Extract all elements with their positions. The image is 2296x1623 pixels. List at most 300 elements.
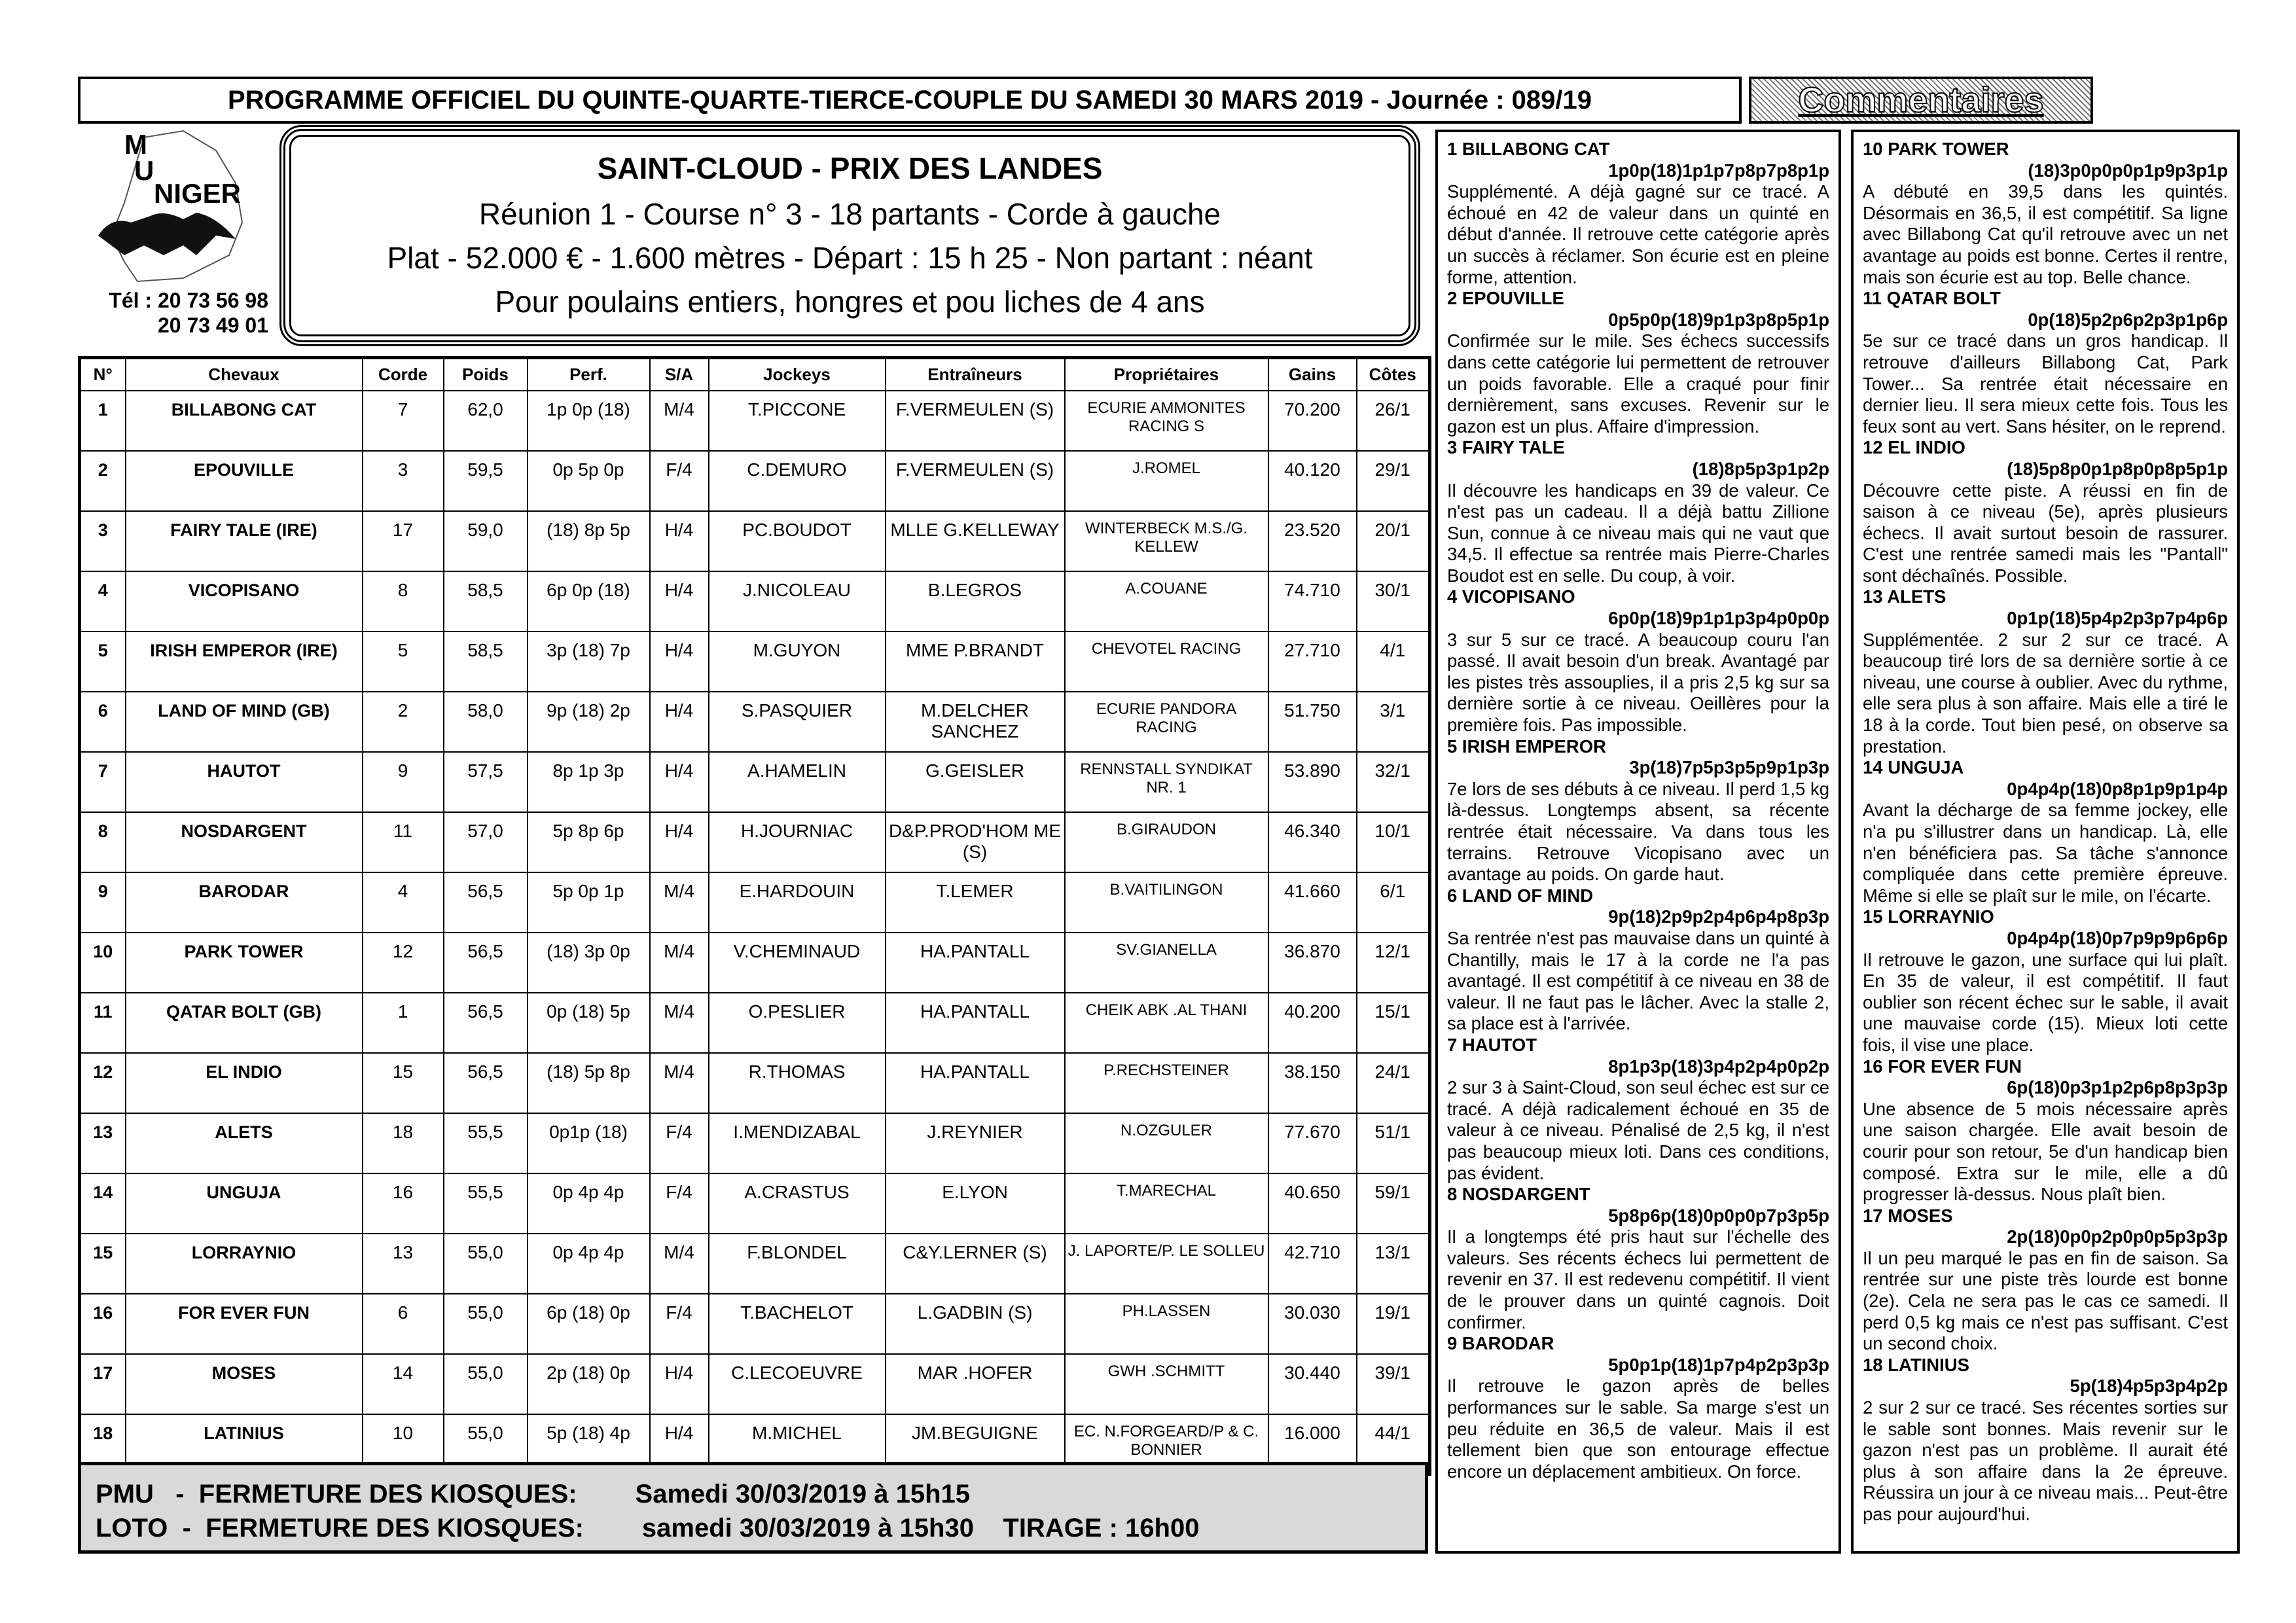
- column-header: Corde: [363, 358, 444, 391]
- cell-earnings: 70.200: [1268, 391, 1357, 451]
- cell-weight: 55,0: [444, 1234, 528, 1294]
- cell-draw: 7: [363, 391, 444, 451]
- cell-odds: 51/1: [1357, 1113, 1430, 1173]
- cell-odds: 59/1: [1357, 1173, 1430, 1234]
- comment-text: 5e sur ce tracé dans un gros handicap. Il retrouve d'ailleurs Billabong Cat, Park Tower... Sa rentrée était nécessaire en dernier lieu. Il sera mieux cette fois. Tous les feux sont au vert. Sans hésiter, on le reprend.: [1863, 330, 2228, 437]
- cell-jockey: A.HAMELIN: [709, 752, 886, 812]
- table-row: [80, 632, 1430, 692]
- cell-trainer: M.DELCHER SANCHEZ: [886, 692, 1065, 752]
- cell-horse: HAUTOT: [126, 752, 363, 812]
- cell-owner: CHEVOTEL RACING: [1065, 632, 1268, 692]
- cell-number: 7: [80, 752, 126, 812]
- comment-entry: [1447, 437, 1829, 586]
- cell-owner: B.VAITILINGON: [1065, 872, 1268, 933]
- cell-form: 5p (18) 4p: [528, 1414, 650, 1474]
- cell-odds: 12/1: [1357, 933, 1430, 993]
- cell-earnings: 30.030: [1268, 1294, 1357, 1354]
- cell-form: (18) 3p 0p: [528, 933, 650, 993]
- table-header: [80, 358, 1430, 391]
- cell-trainer: E.LYON: [886, 1173, 1065, 1234]
- comment-horse: 8 NOSDARGENT: [1447, 1184, 1590, 1205]
- cell-form: 0p (18) 5p: [528, 993, 650, 1053]
- comment-text: 3 sur 5 sur ce tracé. A beaucoup couru l'an passé. Il avait besoin d'un break. Avantagé par les pistes très assouplies, il a pris 2,5 kg sur sa dernière sortie à ce niveau. Oeillères pour la première fois. Pas impossible.: [1447, 629, 1829, 736]
- cell-draw: 10: [363, 1414, 444, 1474]
- cell-draw: 17: [363, 511, 444, 571]
- comment-form: (18)5p8p0p1p8p0p8p5p1p: [2007, 458, 2228, 479]
- cell-odds: 6/1: [1357, 872, 1430, 933]
- cell-owner: N.OZGULER: [1065, 1113, 1268, 1173]
- cell-jockey: E.HARDOUIN: [709, 872, 886, 933]
- cell-earnings: 30.440: [1268, 1354, 1357, 1414]
- comment-entry: [1447, 139, 1829, 288]
- cell-number: 11: [80, 993, 126, 1053]
- comment-horse: 2 EPOUVILLE: [1447, 288, 1564, 309]
- cell-jockey: J.NICOLEAU: [709, 571, 886, 632]
- comments-title: Commentaires: [1798, 80, 2044, 120]
- cell-owner: ECURIE AMMONITES RACING S: [1065, 391, 1268, 451]
- comment-text: Découvre cette piste. A réussi en fin de saison à ce niveau (5e), après plusieurs échecs. Il avait surtout besoin de rassurer. C'est une rentrée samedi mais les "Pantall" sont déchaînés. Possible.: [1863, 480, 2228, 586]
- race-meeting: Réunion 1 - Course n° 3 - 18 partants - Corde à gauche: [478, 197, 1221, 231]
- cell-weight: 56,5: [444, 993, 528, 1053]
- cell-jockey: M.MICHEL: [709, 1414, 886, 1474]
- column-header: Côtes: [1357, 358, 1430, 391]
- cell-horse: LORRAYNIO: [126, 1234, 363, 1294]
- column-header: N°: [80, 358, 126, 391]
- cell-number: 8: [80, 812, 126, 872]
- cell-sex-age: M/4: [650, 391, 709, 451]
- cell-number: 4: [80, 571, 126, 632]
- cell-owner: J. LAPORTE/P. LE SOLLEU: [1065, 1234, 1268, 1294]
- cell-weight: 59,5: [444, 451, 528, 511]
- comment-text: Supplémenté. A déjà gagné sur ce tracé. A échoué en 42 de valeur dans un quinté en début d'année. Il retrouve cette catégorie après un succès à réclamer. Son écurie est en pleine forme, attention.: [1447, 181, 1829, 287]
- cell-draw: 14: [363, 1354, 444, 1414]
- cell-number: 14: [80, 1173, 126, 1234]
- cell-weight: 56,5: [444, 1053, 528, 1113]
- cell-weight: 58,5: [444, 632, 528, 692]
- cell-jockey: V.CHEMINAUD: [709, 933, 886, 993]
- cell-odds: 26/1: [1357, 391, 1430, 451]
- pmu-niger-logo: [85, 124, 275, 288]
- cell-number: 12: [80, 1053, 126, 1113]
- cell-draw: 9: [363, 752, 444, 812]
- comment-entry: [1863, 288, 2228, 437]
- cell-sex-age: M/4: [650, 1053, 709, 1113]
- cell-draw: 16: [363, 1173, 444, 1234]
- cell-jockey: A.CRASTUS: [709, 1173, 886, 1234]
- comment-horse: 10 PARK TOWER: [1863, 139, 2009, 159]
- cell-sex-age: M/4: [650, 1234, 709, 1294]
- cell-form: 5p 0p 1p: [528, 872, 650, 933]
- comment-form: 5p0p1p(18)1p7p4p2p3p3p: [1608, 1354, 1829, 1375]
- table-row: [80, 752, 1430, 812]
- comment-form: 0p5p0p(18)9p1p3p8p5p1p: [1608, 309, 1829, 330]
- comment-form: 1p0p(18)1p1p7p8p7p8p1p: [1608, 160, 1829, 181]
- column-header: Perf.: [528, 358, 650, 391]
- cell-horse: BARODAR: [126, 872, 363, 933]
- comment-form: (18)3p0p0p0p1p9p3p1p: [2028, 160, 2228, 181]
- table-row: [80, 1354, 1430, 1414]
- column-header: Poids: [444, 358, 528, 391]
- comment-entry: [1863, 906, 2228, 1056]
- cell-sex-age: M/4: [650, 933, 709, 993]
- comment-form: 6p0p(18)9p1p1p3p4p0p0p: [1608, 608, 1829, 629]
- column-header: Chevaux: [126, 358, 363, 391]
- cell-trainer: MLLE G.KELLEWAY: [886, 511, 1065, 571]
- cell-trainer: L.GADBIN (S): [886, 1294, 1065, 1354]
- cell-earnings: 77.670: [1268, 1113, 1357, 1173]
- cell-earnings: 16.000: [1268, 1414, 1357, 1474]
- cell-earnings: 51.750: [1268, 692, 1357, 752]
- comments-column-1: [1435, 130, 1841, 1554]
- cell-number: 17: [80, 1354, 126, 1414]
- comment-horse: 13 ALETS: [1863, 586, 1946, 607]
- cell-sex-age: M/4: [650, 872, 709, 933]
- cell-odds: 19/1: [1357, 1294, 1430, 1354]
- cell-weight: 56,5: [444, 872, 528, 933]
- cell-horse: LATINIUS: [126, 1414, 363, 1474]
- cell-horse: ALETS: [126, 1113, 363, 1173]
- cell-form: (18) 5p 8p: [528, 1053, 650, 1113]
- comment-form: 2p(18)0p0p2p0p0p5p3p3p: [2007, 1226, 2228, 1247]
- cell-weight: 55,0: [444, 1294, 528, 1354]
- cell-horse: NOSDARGENT: [126, 812, 363, 872]
- cell-trainer: T.LEMER: [886, 872, 1065, 933]
- comment-horse: 17 MOSES: [1863, 1205, 1953, 1226]
- cell-form: 1p 0p (18): [528, 391, 650, 451]
- cell-form: 3p (18) 7p: [528, 632, 650, 692]
- cell-weight: 55,5: [444, 1113, 528, 1173]
- comment-text: 7e lors de ses débuts à ce niveau. Il perd 1,5 kg là-dessus. Longtemps absent, sa récente rentrée était nécessaire. Va dans tous les terrains. Retrouve Vicopisano avec un avantage au poids. On garde haut.: [1447, 778, 1829, 885]
- cell-earnings: 41.660: [1268, 872, 1357, 933]
- cell-number: 6: [80, 692, 126, 752]
- cell-trainer: C&Y.LERNER (S): [886, 1234, 1065, 1294]
- cell-trainer: HA.PANTALL: [886, 993, 1065, 1053]
- table-row: [80, 1053, 1430, 1113]
- comment-entry: [1447, 1035, 1829, 1184]
- cell-weight: 58,0: [444, 692, 528, 752]
- cell-owner: PH.LASSEN: [1065, 1294, 1268, 1354]
- cell-horse: VICOPISANO: [126, 571, 363, 632]
- table-row: [80, 1234, 1430, 1294]
- comment-form: 0p4p4p(18)0p7p9p9p6p6p: [2007, 927, 2228, 948]
- cell-owner: B.GIRAUDON: [1065, 812, 1268, 872]
- cell-owner: A.COUANE: [1065, 571, 1268, 632]
- cell-earnings: 40.120: [1268, 451, 1357, 511]
- cell-form: (18) 8p 5p: [528, 511, 650, 571]
- cell-form: 0p 4p 4p: [528, 1173, 650, 1234]
- comment-text: Confirmée sur le mile. Ses échecs successifs dans cette catégorie lui permettent de retrouver un poids favorable. Elle a craqué pour finir dernièrement, sans excuses. Revenir sur le gazon est un plus. Affaire d'impression.: [1447, 330, 1829, 437]
- cell-number: 18: [80, 1414, 126, 1474]
- cell-trainer: D&P.PROD'HOM ME (S): [886, 812, 1065, 872]
- cell-trainer: HA.PANTALL: [886, 933, 1065, 993]
- table-row: [80, 391, 1430, 451]
- cell-draw: 11: [363, 812, 444, 872]
- cell-form: 8p 1p 3p: [528, 752, 650, 812]
- cell-weight: 56,5: [444, 933, 528, 993]
- comment-horse: 1 BILLABONG CAT: [1447, 139, 1610, 159]
- comment-entry: [1447, 1184, 1829, 1333]
- comment-horse: 5 IRISH EMPEROR: [1447, 736, 1606, 757]
- cell-owner: GWH .SCHMITT: [1065, 1354, 1268, 1414]
- comments-header: [1749, 77, 2093, 124]
- loto-closing: LOTO - FERMETURE DES KIOSQUES: samedi 30/03/2019 à 15h30 TIRAGE : 16h00: [96, 1514, 1200, 1543]
- comment-entry: [1447, 586, 1829, 736]
- cell-draw: 12: [363, 933, 444, 993]
- cell-draw: 5: [363, 632, 444, 692]
- column-header: Entraîneurs: [886, 358, 1065, 391]
- cell-earnings: 42.710: [1268, 1234, 1357, 1294]
- cell-trainer: B.LEGROS: [886, 571, 1065, 632]
- cell-odds: 29/1: [1357, 451, 1430, 511]
- comment-horse: 11 QATAR BOLT: [1863, 288, 2001, 309]
- svg-text:U: U: [134, 155, 154, 186]
- cell-owner: ECURIE PANDORA RACING: [1065, 692, 1268, 752]
- cell-odds: 24/1: [1357, 1053, 1430, 1113]
- cell-owner: T.MARECHAL: [1065, 1173, 1268, 1234]
- cell-number: 3: [80, 511, 126, 571]
- cell-owner: J.ROMEL: [1065, 451, 1268, 511]
- runners-table: [78, 356, 1431, 1476]
- cell-odds: 30/1: [1357, 571, 1430, 632]
- table-row: [80, 511, 1430, 571]
- comment-horse: 18 LATINIUS: [1863, 1354, 1969, 1375]
- comment-entry: [1863, 1355, 2228, 1525]
- cell-earnings: 23.520: [1268, 511, 1357, 571]
- cell-odds: 4/1: [1357, 632, 1430, 692]
- cell-jockey: PC.BOUDOT: [709, 511, 886, 571]
- cell-number: 13: [80, 1113, 126, 1173]
- table-row: [80, 872, 1430, 933]
- cell-trainer: F.VERMEULEN (S): [886, 451, 1065, 511]
- svg-text:M: M: [124, 129, 147, 160]
- cell-draw: 3: [363, 451, 444, 511]
- cell-trainer: J.REYNIER: [886, 1113, 1065, 1173]
- cell-jockey: C.LECOEUVRE: [709, 1354, 886, 1414]
- comment-text: Il a longtemps été pris haut sur l'échelle des valeurs. Ses récents échecs lui permettent de revenir en 37. Il est redevenu compétitif. Il vient de le prouver dans un quinté cagnois. Doit confirmer.: [1447, 1226, 1829, 1332]
- comment-form: 9p(18)2p9p2p4p6p4p8p3p: [1608, 906, 1829, 927]
- cell-sex-age: F/4: [650, 1173, 709, 1234]
- comment-form: 8p1p3p(18)3p4p2p4p0p2p: [1608, 1056, 1829, 1077]
- cell-horse: BILLABONG CAT: [126, 391, 363, 451]
- cell-earnings: 53.890: [1268, 752, 1357, 812]
- cell-sex-age: H/4: [650, 1354, 709, 1414]
- table-row: [80, 1113, 1430, 1173]
- comments-column-2: [1851, 130, 2240, 1554]
- comment-form: 5p(18)4p5p3p4p2p: [2070, 1376, 2228, 1397]
- comment-form: 5p8p6p(18)0p0p0p7p3p5p: [1608, 1205, 1829, 1226]
- cell-form: 2p (18) 0p: [528, 1354, 650, 1414]
- cell-jockey: O.PESLIER: [709, 993, 886, 1053]
- cell-owner: RENNSTALL SYNDIKAT NR. 1: [1065, 752, 1268, 812]
- cell-horse: FAIRY TALE (IRE): [126, 511, 363, 571]
- cell-draw: 1: [363, 993, 444, 1053]
- cell-jockey: M.GUYON: [709, 632, 886, 692]
- comment-form: (18)8p5p3p1p2p: [1692, 458, 1829, 479]
- cell-horse: IRISH EMPEROR (IRE): [126, 632, 363, 692]
- table-row: [80, 933, 1430, 993]
- comment-text: Il retrouve le gazon après de belles performances sur le sable. Sa marge s'est un peu réduite en 36,5 de valeur. Mais il est tellement bien que son entourage effectue encore un déplacement ambitieux. On force.: [1447, 1376, 1829, 1482]
- comment-horse: 12 EL INDIO: [1863, 437, 1965, 458]
- cell-weight: 55,0: [444, 1414, 528, 1474]
- cell-odds: 13/1: [1357, 1234, 1430, 1294]
- cell-odds: 3/1: [1357, 692, 1430, 752]
- cell-weight: 62,0: [444, 391, 528, 451]
- race-info-box: [279, 125, 1420, 346]
- cell-jockey: S.PASQUIER: [709, 692, 886, 752]
- cell-form: 0p 5p 0p: [528, 451, 650, 511]
- table-row: [80, 993, 1430, 1053]
- comment-entry: [1447, 736, 1829, 885]
- comment-entry: [1447, 288, 1829, 437]
- cell-number: 15: [80, 1234, 126, 1294]
- comment-text: Il découvre les handicaps en 39 de valeur. Ce n'est pas un cadeau. Il a déjà battu Zillione Sun, connue à ce niveau mais qui ne vaut que 34,5. Il effectue sa rentrée mais Pierre-Charles Boudot est en selle. Du coup, à voir.: [1447, 480, 1829, 586]
- comment-entry: [1863, 1205, 2228, 1355]
- comment-horse: 9 BARODAR: [1447, 1333, 1554, 1354]
- cell-sex-age: H/4: [650, 692, 709, 752]
- cell-horse: UNGUJA: [126, 1173, 363, 1234]
- cell-number: 9: [80, 872, 126, 933]
- phone-numbers: Tél : 20 73 56 98 20 73 49 01: [109, 289, 268, 337]
- cell-weight: 58,5: [444, 571, 528, 632]
- column-header: S/A: [650, 358, 709, 391]
- table-row: [80, 451, 1430, 511]
- cell-weight: 57,0: [444, 812, 528, 872]
- comment-entry: [1863, 1056, 2228, 1205]
- cell-sex-age: H/4: [650, 1414, 709, 1474]
- race-details: Plat - 52.000 € - 1.600 mètres - Départ : 15 h 25 - Non partant : néant: [387, 241, 1313, 275]
- cell-weight: 59,0: [444, 511, 528, 571]
- cell-earnings: 38.150: [1268, 1053, 1357, 1113]
- comment-text: Il retrouve le gazon, une surface qui lui plaît. En 35 de valeur, il est compétitif. Il faut oublier son récent échec sur le sable, il avait une mauvaise corde (15). Mieux loti cette fois, il vise une place.: [1863, 949, 2228, 1055]
- cell-number: 5: [80, 632, 126, 692]
- cell-sex-age: H/4: [650, 752, 709, 812]
- column-header: Jockeys: [709, 358, 886, 391]
- comment-form: 0p(18)5p2p6p2p3p1p6p: [2028, 309, 2228, 330]
- comment-text: 2 sur 3 à Saint-Cloud, son seul échec est sur ce tracé. A déjà radicalement échoué en 35 de valeur à ce niveau. Pénalisé de 2,5 kg, il n'est pas beaucoup mieux loti. Dans ces conditions, pas évident.: [1447, 1077, 1829, 1183]
- cell-odds: 39/1: [1357, 1354, 1430, 1414]
- cell-odds: 15/1: [1357, 993, 1430, 1053]
- cell-earnings: 74.710: [1268, 571, 1357, 632]
- comment-text: Il un peu marqué le pas en fin de saison. Sa rentrée sur une piste très lourde est bonne (2e). Cela ne sera pas le cas ce samedi. Il perd 0,5 kg mais ce n'est pas suffisant. C'est un second choix.: [1863, 1247, 2228, 1354]
- cell-trainer: MAR .HOFER: [886, 1354, 1065, 1414]
- cell-horse: MOSES: [126, 1354, 363, 1414]
- cell-number: 10: [80, 933, 126, 993]
- cell-sex-age: H/4: [650, 812, 709, 872]
- column-header: Propriétaires: [1065, 358, 1268, 391]
- cell-horse: FOR EVER FUN: [126, 1294, 363, 1354]
- cell-sex-age: H/4: [650, 571, 709, 632]
- cell-earnings: 36.870: [1268, 933, 1357, 993]
- comment-entry: [1863, 757, 2228, 906]
- table-row: [80, 571, 1430, 632]
- cell-draw: 13: [363, 1234, 444, 1294]
- cell-draw: 15: [363, 1053, 444, 1113]
- cell-trainer: MME P.BRANDT: [886, 632, 1065, 692]
- comment-horse: 15 LORRAYNIO: [1863, 906, 1994, 927]
- cell-sex-age: F/4: [650, 1294, 709, 1354]
- cell-horse: QATAR BOLT (GB): [126, 993, 363, 1053]
- race-conditions: Pour poulains entiers, hongres et pou liches de 4 ans: [495, 285, 1205, 319]
- cell-odds: 20/1: [1357, 511, 1430, 571]
- cell-trainer: JM.BEGUIGNE: [886, 1414, 1065, 1474]
- cell-number: 1: [80, 391, 126, 451]
- cell-number: 2: [80, 451, 126, 511]
- closing-times: [78, 1462, 1428, 1554]
- comment-entry: [1863, 437, 2228, 586]
- svg-text:NIGER: NIGER: [154, 178, 242, 209]
- cell-form: 0p1p (18): [528, 1113, 650, 1173]
- race-name: SAINT-CLOUD - PRIX DES LANDES: [597, 151, 1103, 185]
- comment-horse: 16 FOR EVER FUN: [1863, 1056, 2022, 1077]
- comment-entry: [1863, 139, 2228, 288]
- comment-form: 0p1p(18)5p4p2p3p7p4p6p: [2007, 608, 2228, 629]
- table-row: [80, 1294, 1430, 1354]
- cell-form: 6p (18) 0p: [528, 1294, 650, 1354]
- cell-sex-age: H/4: [650, 511, 709, 571]
- cell-odds: 10/1: [1357, 812, 1430, 872]
- comment-text: Supplémentée. 2 sur 2 sur ce tracé. A beaucoup tiré lors de sa dernière sortie à ce niveau, une course à oublier. Avec du rythme, elle sera plus à son affaire. Mais elle a tiré le 18 à la corde. Tout bien pesé, on observe sa prestation.: [1863, 629, 2228, 757]
- cell-owner: SV.GIANELLA: [1065, 933, 1268, 993]
- table-row: [80, 812, 1430, 872]
- cell-jockey: T.BACHELOT: [709, 1294, 886, 1354]
- cell-owner: CHEIK ABK .AL THANI: [1065, 993, 1268, 1053]
- cell-sex-age: F/4: [650, 1113, 709, 1173]
- cell-jockey: R.THOMAS: [709, 1053, 886, 1113]
- cell-form: 0p 4p 4p: [528, 1234, 650, 1294]
- column-header: Gains: [1268, 358, 1357, 391]
- comment-entry: [1447, 885, 1829, 1035]
- cell-horse: EL INDIO: [126, 1053, 363, 1113]
- cell-earnings: 40.650: [1268, 1173, 1357, 1234]
- cell-trainer: HA.PANTALL: [886, 1053, 1065, 1113]
- cell-trainer: G.GEISLER: [886, 752, 1065, 812]
- comment-text: Une absence de 5 mois nécessaire après une saison chargée. Elle avait besoin de courir pour son retour, 5e d'un handicap bien composé. Extra sur le mile, elle a dû progresser là-dessus. Nous plaît bien.: [1863, 1098, 2228, 1205]
- comment-entry: [1863, 586, 2228, 757]
- comment-form: 0p4p4p(18)0p8p1p9p1p4p: [2007, 778, 2228, 799]
- cell-weight: 55,5: [444, 1173, 528, 1234]
- cell-form: 9p (18) 2p: [528, 692, 650, 752]
- cell-jockey: F.BLONDEL: [709, 1234, 886, 1294]
- cell-sex-age: M/4: [650, 993, 709, 1053]
- cell-owner: EC. N.FORGEARD/P & C. BONNIER: [1065, 1414, 1268, 1474]
- cell-form: 6p 0p (18): [528, 571, 650, 632]
- cell-draw: 8: [363, 571, 444, 632]
- table-row: [80, 1173, 1430, 1234]
- cell-draw: 18: [363, 1113, 444, 1173]
- cell-earnings: 46.340: [1268, 812, 1357, 872]
- cell-form: 5p 8p 6p: [528, 812, 650, 872]
- cell-jockey: H.JOURNIAC: [709, 812, 886, 872]
- cell-sex-age: F/4: [650, 451, 709, 511]
- comment-horse: 14 UNGUJA: [1863, 757, 1964, 778]
- comment-horse: 7 HAUTOT: [1447, 1034, 1537, 1055]
- comment-horse: 6 LAND OF MIND: [1447, 885, 1594, 906]
- cell-jockey: C.DEMURO: [709, 451, 886, 511]
- comment-horse: 4 VICOPISANO: [1447, 586, 1575, 607]
- cell-horse: LAND OF MIND (GB): [126, 692, 363, 752]
- comment-form: 6p(18)0p3p1p2p6p8p3p3p: [2007, 1077, 2228, 1098]
- cell-horse: PARK TOWER: [126, 933, 363, 993]
- comment-text: Sa rentrée n'est pas mauvaise dans un quinté à Chantilly, mais le 17 à la corde ne l'a pas avantagé. Il est compétitif à ce niveau en 38 de valeur. Il ne faut pas le lâcher. Avec la stalle 2, sa place est à l'arrivée.: [1447, 927, 1829, 1034]
- cell-draw: 6: [363, 1294, 444, 1354]
- cell-odds: 32/1: [1357, 752, 1430, 812]
- cell-jockey: T.PICCONE: [709, 391, 886, 451]
- comment-form: 3p(18)7p5p3p5p9p1p3p: [1629, 757, 1829, 778]
- cell-owner: WINTERBECK M.S./G. KELLEW: [1065, 511, 1268, 571]
- cell-owner: P.RECHSTEINER: [1065, 1053, 1268, 1113]
- comment-text: A débuté en 39,5 dans les quintés. Désormais en 36,5, il est compétitif. Sa ligne avec Billabong Cat qu'il retrouve avec un net avantage au poids est bonne. Certes il rentre, mais son écurie est au top. Belle chance.: [1863, 181, 2228, 287]
- cell-earnings: 40.200: [1268, 993, 1357, 1053]
